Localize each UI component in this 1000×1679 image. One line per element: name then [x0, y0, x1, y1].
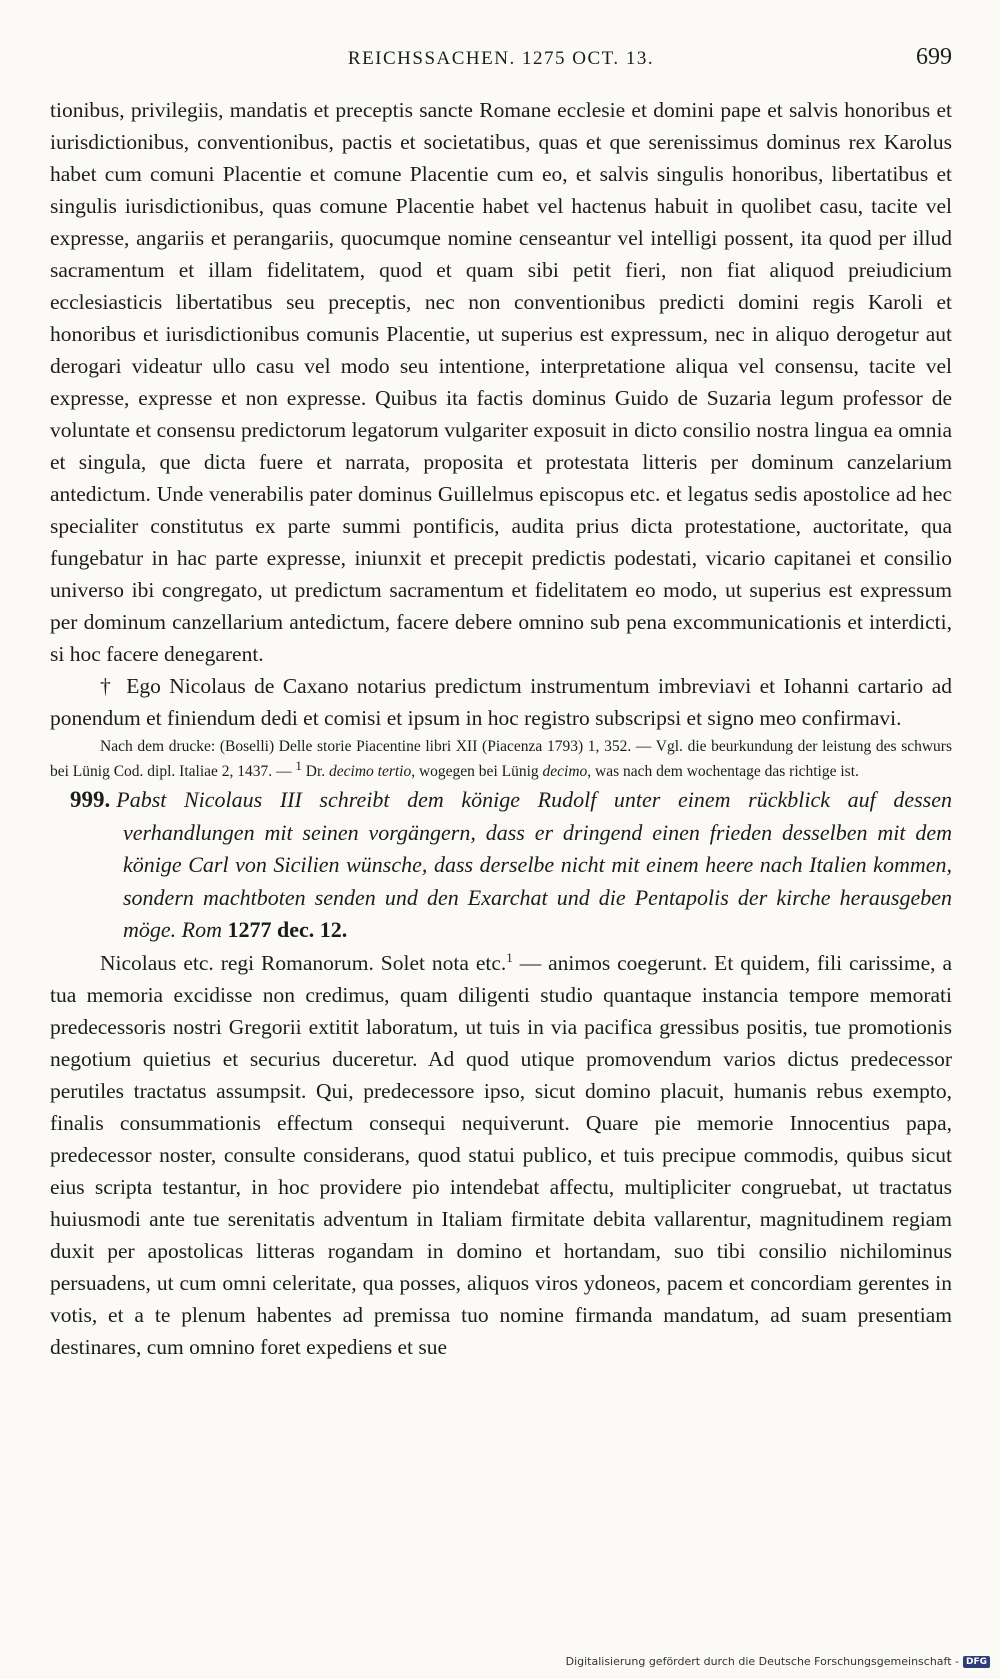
document-place: Rom: [181, 917, 222, 942]
letter-opening: Nicolaus etc. regi Romanorum. Solet nota etc.: [100, 950, 507, 975]
source-note-text: , was nach dem wochentage das richtige ist.: [587, 763, 859, 780]
notary-subscription: [50, 670, 952, 734]
footnote-mark: 1: [506, 949, 513, 965]
document-number: 999.: [70, 787, 111, 812]
source-note-text: Nach dem drucke: (Boselli) Delle storie Piacentine libri XII (Piacenza 1793) 1, 352. — Vgl. die beurkundung der leistung des schwurs bei Lünig Cod. dipl. Italiae 2, 1437. —: [50, 738, 952, 780]
page-header: [50, 44, 952, 78]
document-date: dec. 12.: [276, 917, 348, 942]
continuation-paragraph: tionibus, privilegiis, mandatis et preceptis sancte Romane ecclesie et domini pape et salvis honoribus et iurisdictionibus, conventionibus, pactis et societatibus, quas et que serenissimus dominus rex Karolus habet cum comuni Placentie et comune Placentie cum eo, et salvis singulis honoribus, libertatibus et singulis iurisdictionibus, quas comune Placentie habet vel hactenus habuit in quolibet casu, tacite vel expresse, angariis et perangariis, quocumque nomine censeantur vel intelligi possent, ita quod per illud sacramentum et illam fidelitatem, quod et quam sibi petit fieri, non fiat aliquod preiudicium ecclesiasticis libertatibus seu preceptis, nec non conventionibus predicti domini regis Karoli et honoribus et iurisdictionibus comunis Placentie, ut superius est expressum, nec in aliquo derogetur aut derogari videatur ullo casu vel modo seu intentione, interpretatione aliqua vel consensu, tacite vel expresse, expresse et non expresse. Quibus ita factis dominus Guido de Suzaria legum professor de voluntate et consensu predictorum legatorum vulgariter exposuit in dicto consilio nostra lingua ea omnia et singula, que dicta fuere et narrata, proposita et protestata litteris per dominum canzelarium antedictum. Unde venerabilis pater dominus Guillelmus episcopus etc. et legatus sedis apostolice ad hec specialiter constitutus ex parte summi pontificis, audita prius dicta protestatione, auctoritate, qua fungebatur in hac parte expresse, iniunxit et precepit predictis podestati, vicario capitanei et consilio universo ibi congregato, ut predictum sacramentum et fidelitatem eo modo, ut superius est expressum per dominum canzellarium antedictum, facere debere omnino sub pena excommunicationis et interdicti, si hoc facere denegarent.: [50, 98, 952, 666]
digitization-footer: [566, 1655, 990, 1668]
document-summary: Pabst Nicolaus III schreibt dem könige Rudolf unter einem rückblick auf dessen verhandlungen mit seinen vorgängern, dass er dringend einen frieden desselben mit dem könige Carl von Sicilien wünsche, dass derselbe nicht mit einem heere nach Italien kommen, sondern machtboten senden und den Exarchat und die Pentapolis der kirche herausgeben möge.: [116, 787, 952, 942]
source-note-text: Dr.: [301, 763, 330, 780]
footer-text: Digitalisierung gefördert durch die Deutsche Forschungsgemeinschaft -: [565, 1655, 959, 1668]
page-number: 699: [916, 44, 952, 70]
letter-paragraph: [50, 947, 952, 1363]
page-body: [50, 94, 952, 1363]
running-head: REICHSSACHEN. 1275 OCT. 13.: [347, 48, 655, 69]
letter-text: — animos coegerunt. Et quidem, fili carissime, a tua memoria excidisse non credimus, quam diligenti studio quantaque instancia tempore memorati predecessoris nostri Gregorii extitit laboratum, ut tuis in via pacifica gressibus positis, tue promotionis negotium quietius et securius duceretur. Ad quod utique promovendum varios dictus predecessor perutiles tractatus assumpsit. Qui, predecessore ipso, sicut domino placuit, humanis rebus exempto, finalis consummationis effectum consequi nequiverunt. Quare pie memorie Innocentius papa, predecessor noster, consulte considerans, quod statui publico, et tuis precipue commodis, quibus sicut eius scripta testantur, in hoc providere pio intendebat affectu, multipliciter congruebat, ut tractatus huiusmodi ante tue serenitatis adventum in Italiam firmitate debita vallarentur, magnitudinem regiam duxit per apostolicas litteras rogandam in domino et hortandam, suo tibi consilio nichilominus persuadens, ut cum omni celeritate, qua posses, aliquos viros ydoneos, pacem et concordiam gerentes in votis, et a te plenum habentes ad premissa tuo nomine firmanda mandatum, ad suam presentiam destinares, cum omnino foret expediens et sue: [50, 950, 952, 1359]
footnote-mark: 1: [295, 757, 302, 773]
document-heading: [50, 784, 952, 947]
cross-mark: †: [100, 674, 114, 698]
source-note-italic: decimo: [542, 763, 588, 780]
source-note: [50, 734, 952, 784]
dfg-logo: DFG: [963, 1656, 990, 1668]
source-note-text: , wogegen bei Lünig: [411, 763, 543, 780]
notary-text: Ego Nicolaus de Caxano notarius predictum instrumentum imbreviavi et Iohanni cartario ad ponendum et finiendum dedi et comisi et ipsum in hoc registro subscripsi et signo meo confirmavi.: [50, 674, 952, 730]
document-year: 1277: [227, 917, 272, 942]
source-note-italic: decimo tertio: [329, 763, 412, 780]
